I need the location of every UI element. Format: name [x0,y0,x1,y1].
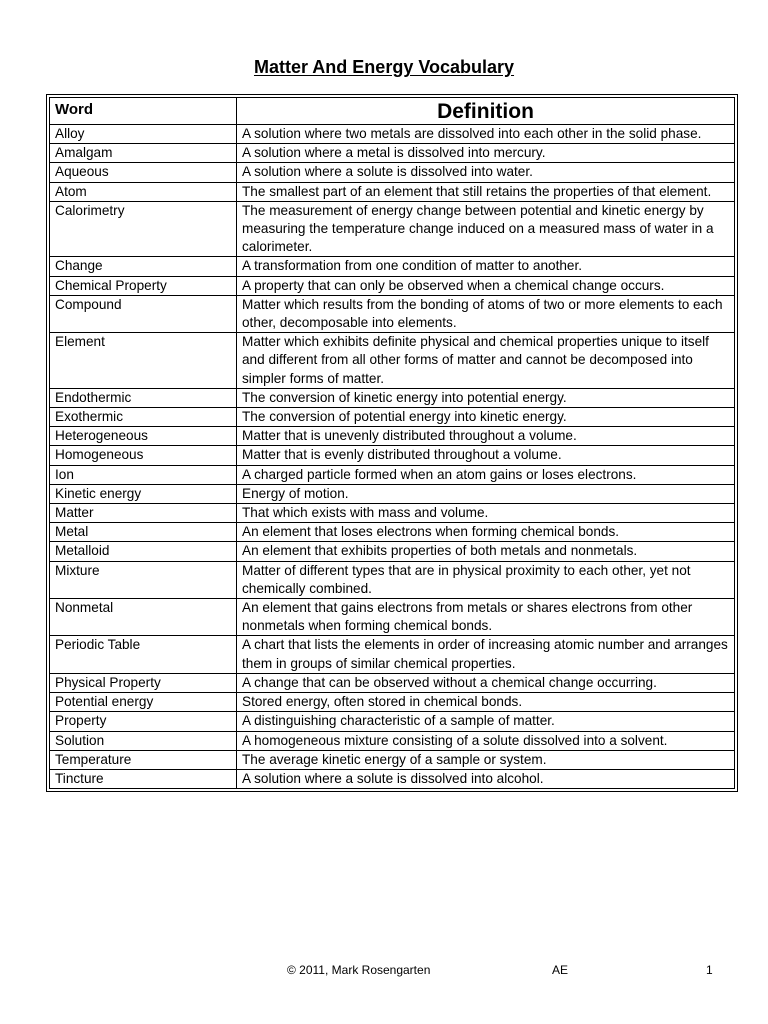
definition-cell: Matter which results from the bonding of atoms of two or more elements to each other, decomposable into elements. [237,295,735,332]
term-cell: Change [50,257,237,276]
definition-cell: The measurement of energy change between potential and kinetic energy by measuring the temperature change induced on a measured mass of water in a calorimeter. [237,201,735,257]
definition-cell: The smallest part of an element that still retains the properties of that element. [237,182,735,201]
vocabulary-table-frame [46,94,738,792]
term-cell: Potential energy [50,693,237,712]
definition-cell: An element that exhibits properties of both metals and nonmetals. [237,542,735,561]
term-cell: Calorimetry [50,201,237,257]
vocabulary-table [49,97,735,789]
footer-code: AE [552,963,569,977]
table-row [50,182,735,201]
term-cell: Temperature [50,750,237,769]
table-row [50,693,735,712]
table-row [50,163,735,182]
term-cell: Periodic Table [50,636,237,673]
term-cell: Property [50,712,237,731]
table-row [50,504,735,523]
table-row [50,523,735,542]
definition-cell: A solution where a metal is dissolved into mercury. [237,144,735,163]
table-row [50,599,735,636]
table-row [50,125,735,144]
definition-cell: That which exists with mass and volume. [237,504,735,523]
page-title-text: Matter And Energy Vocabulary [253,57,515,77]
table-row [50,408,735,427]
definition-cell: A homogeneous mixture consisting of a solute dissolved into a solvent. [237,731,735,750]
table-row [50,144,735,163]
table-row [50,731,735,750]
table-row [50,333,735,389]
term-cell: Mixture [50,561,237,598]
footer-page-number: 1 [706,963,713,977]
term-cell: Ion [50,465,237,484]
term-cell: Aqueous [50,163,237,182]
term-cell: Compound [50,295,237,332]
definition-cell: A transformation from one condition of matter to another. [237,257,735,276]
term-cell: Alloy [50,125,237,144]
table-body [50,125,735,789]
table-row [50,712,735,731]
table-row [50,769,735,788]
table-row [50,201,735,257]
definition-cell: The conversion of kinetic energy into potential energy. [237,388,735,407]
page-title [0,56,768,78]
definition-cell: Stored energy, often stored in chemical bonds. [237,693,735,712]
definition-cell: An element that loses electrons when forming chemical bonds. [237,523,735,542]
definition-cell: A chart that lists the elements in order of increasing atomic number and arranges them in groups of similar chemical properties. [237,636,735,673]
table-row [50,276,735,295]
table-row [50,561,735,598]
table-row [50,542,735,561]
definition-cell: The conversion of potential energy into kinetic energy. [237,408,735,427]
term-cell: Nonmetal [50,599,237,636]
term-cell: Heterogeneous [50,427,237,446]
definition-cell: Matter which exhibits definite physical and chemical properties unique to itself and different from all other forms of matter and cannot be decomposed into simpler forms of matter. [237,333,735,389]
definition-cell: The average kinetic energy of a sample or system. [237,750,735,769]
header-definition: Definition [237,98,735,125]
table-row [50,750,735,769]
table-row [50,295,735,332]
table-row [50,673,735,692]
table-row [50,465,735,484]
term-cell: Matter [50,504,237,523]
definition-cell: Matter that is unevenly distributed throughout a volume. [237,427,735,446]
definition-cell: A solution where a solute is dissolved into alcohol. [237,769,735,788]
definition-cell: A solution where two metals are dissolved into each other in the solid phase. [237,125,735,144]
definition-cell: Energy of motion. [237,484,735,503]
term-cell: Exothermic [50,408,237,427]
table-row [50,446,735,465]
table-row [50,257,735,276]
definition-cell: A solution where a solute is dissolved into water. [237,163,735,182]
definition-cell: Matter that is evenly distributed throughout a volume. [237,446,735,465]
table-row [50,427,735,446]
term-cell: Chemical Property [50,276,237,295]
term-cell: Kinetic energy [50,484,237,503]
term-cell: Endothermic [50,388,237,407]
definition-cell: A charged particle formed when an atom gains or loses electrons. [237,465,735,484]
term-cell: Metalloid [50,542,237,561]
definition-cell: A property that can only be observed when a chemical change occurs. [237,276,735,295]
definition-cell: A change that can be observed without a chemical change occurring. [237,673,735,692]
table-row [50,484,735,503]
term-cell: Atom [50,182,237,201]
header-word: Word [50,98,237,125]
term-cell: Homogeneous [50,446,237,465]
term-cell: Amalgam [50,144,237,163]
term-cell: Metal [50,523,237,542]
footer-copyright: © 2011, Mark Rosengarten [287,963,431,977]
definition-cell: A distinguishing characteristic of a sample of matter. [237,712,735,731]
table-header-row [50,98,735,125]
table-row [50,636,735,673]
definition-cell: Matter of different types that are in physical proximity to each other, yet not chemically combined. [237,561,735,598]
definition-cell: An element that gains electrons from metals or shares electrons from other nonmetals when forming chemical bonds. [237,599,735,636]
term-cell: Tincture [50,769,237,788]
term-cell: Element [50,333,237,389]
term-cell: Physical Property [50,673,237,692]
table-row [50,388,735,407]
term-cell: Solution [50,731,237,750]
